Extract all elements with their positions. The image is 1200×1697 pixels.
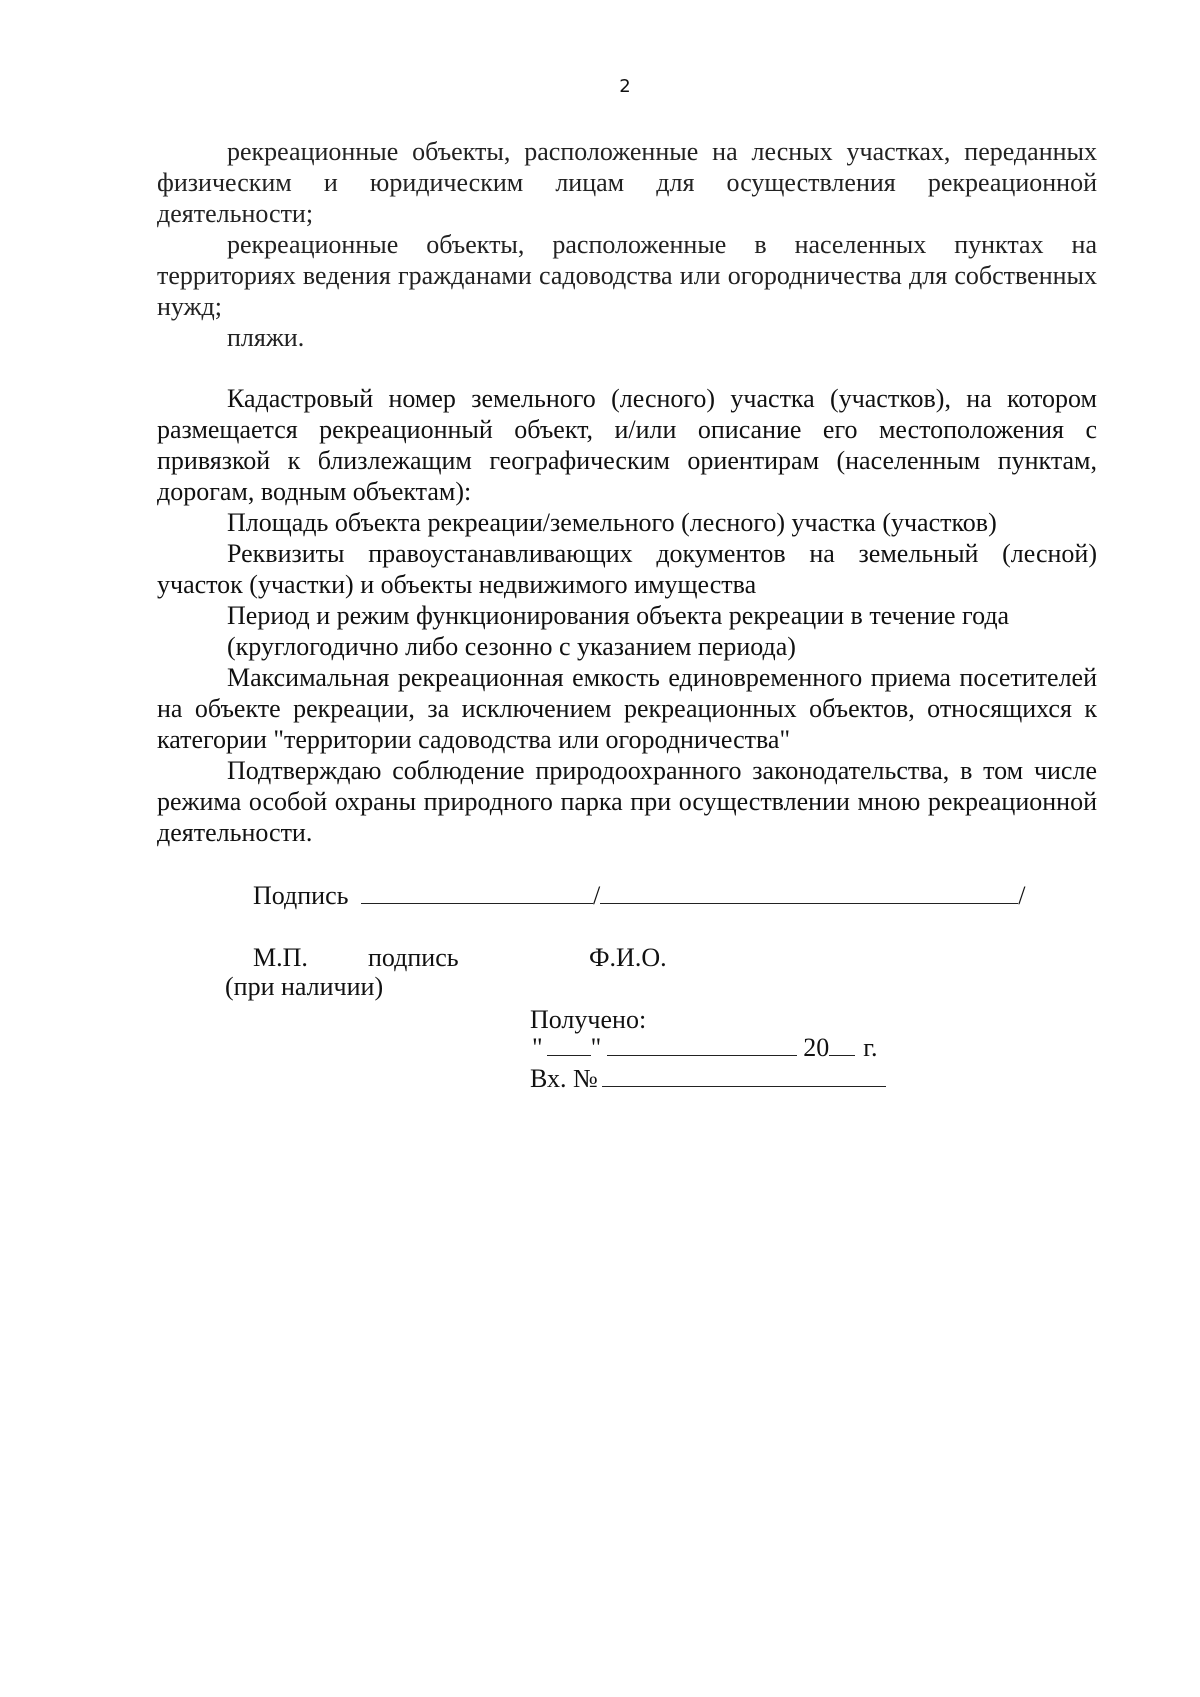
date-quote-open: " xyxy=(532,1033,543,1062)
list-item-leased-forest: рекреационные объекты, расположенные на лесных участках, переданных физическим и юридическим лицам для осуществления рекреационной деятельности; xyxy=(157,137,1097,228)
signature-line[interactable] xyxy=(361,879,593,904)
received-date-row xyxy=(532,1033,877,1063)
year-prefix: 20 xyxy=(803,1033,830,1062)
if-available-note: (при наличии) xyxy=(225,972,384,1001)
signature-slash-left: / xyxy=(592,881,601,910)
signature-row xyxy=(253,879,1025,911)
incoming-number-label: Вх. № xyxy=(530,1064,598,1093)
received-label: Получено: xyxy=(530,1005,647,1034)
signature-label: Подпись xyxy=(253,881,349,910)
field-max-capacity: Максимальная рекреационная емкость единовременного приема посетителей на объекте рекреации, за исключением рекреационных объектов, относящихся к категории "территории садоводства или огородничества" xyxy=(157,663,1097,754)
incoming-number-row xyxy=(530,1064,886,1094)
day-line[interactable] xyxy=(547,1033,591,1056)
page-number: 2 xyxy=(619,76,631,97)
year-line[interactable] xyxy=(829,1033,855,1056)
paragraph-gap xyxy=(157,353,1097,383)
field-cadastral-number: Кадастровый номер земельного (лесного) участка (участков), на котором размещается рекреационный объект, и/или описание его местоположения с привязкой к близлежащим географическим ориентирам (населенным пунктам, дорогам, водным объектам): xyxy=(157,384,1097,506)
full-name-line[interactable] xyxy=(600,879,1018,904)
field-area: Площадь объекта рекреации/земельного (лесного) участка (участков) xyxy=(227,508,997,537)
field-operating-period: Период и режим функционирования объекта рекреации в течение года xyxy=(227,601,1010,630)
date-quote-close: " xyxy=(590,1033,602,1062)
incoming-number-line[interactable] xyxy=(602,1064,886,1087)
full-name-caption: Ф.И.О. xyxy=(589,943,667,972)
year-suffix: г. xyxy=(863,1033,878,1062)
field-title-documents: Реквизиты правоустанавливающих документов на земельный (лесной) участок (участки) и объекты недвижимого имущества xyxy=(157,539,1097,599)
signature-slash-right: / xyxy=(1018,881,1026,910)
stamp-place-label: М.П. xyxy=(253,943,308,972)
field-compliance-statement: Подтверждаю соблюдение природоохранного законодательства, в том числе режима особой охраны природного парка при осуществлении мною рекреационной деятельности. xyxy=(157,756,1097,847)
document-body xyxy=(157,136,1097,848)
month-line[interactable] xyxy=(607,1033,797,1056)
list-item-settlements: рекреационные объекты, расположенные в населенных пунктах на территориях ведения гражданами садоводства или огородничества для собственных нужд; xyxy=(157,230,1097,321)
signature-caption: подпись xyxy=(368,943,459,972)
list-item-beaches: пляжи. xyxy=(227,323,305,352)
field-operating-period-note: (круглогодично либо сезонно с указанием периода) xyxy=(227,632,796,661)
